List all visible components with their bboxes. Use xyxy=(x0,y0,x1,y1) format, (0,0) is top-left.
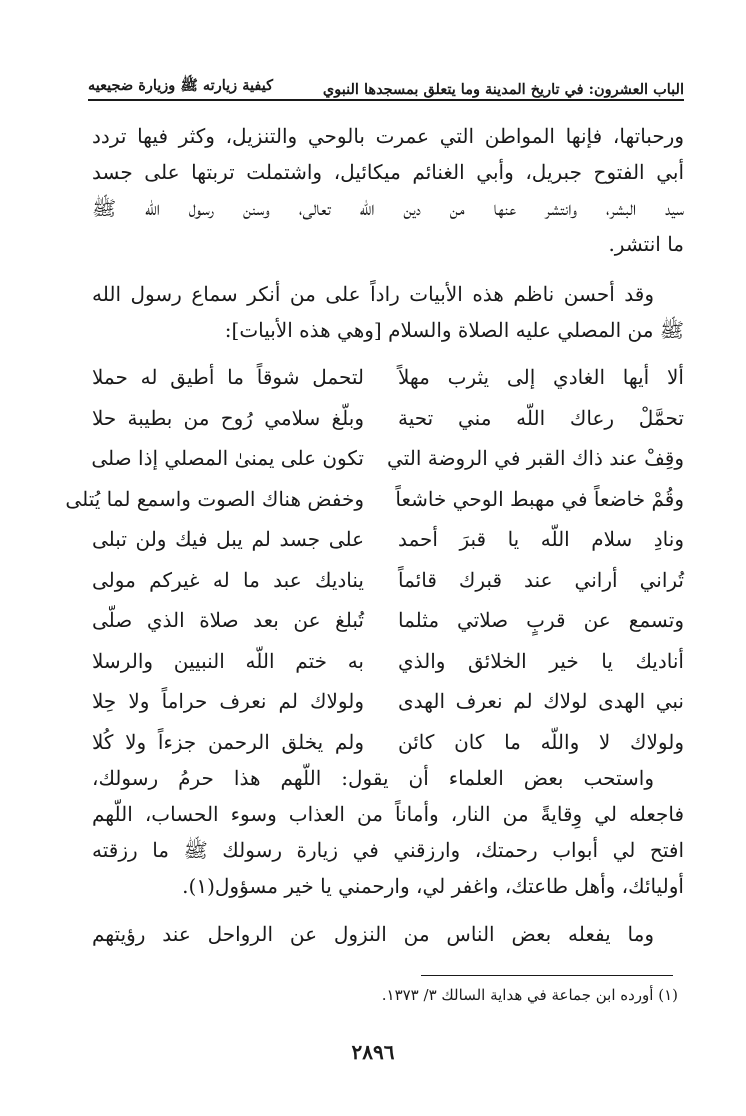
verse-first-hemistich: وتسمع عن قربٍ صلاتي مثلما xyxy=(398,608,684,633)
verse-first-hemistich: وقُمْ خاضعاً في مهبط الوحي خاشعاً xyxy=(395,486,684,511)
verse xyxy=(92,641,684,682)
header-section-title: كيفية زيارته ﷺ وزيارة ضجيعيه xyxy=(88,77,273,94)
page-number: ٢٨٩٦ xyxy=(351,1040,395,1064)
text-line: ﷺ من المصلي عليه الصلاة والسلام [وهي هذه الأبيات]: xyxy=(224,318,684,342)
text-line: ورحباتها، فإنها المواطن التي عمرت بالوحي والتنزيل، وكثر فيها تردد xyxy=(92,124,685,148)
verse xyxy=(92,438,684,479)
verse-second-hemistich: به ختم اللّه النبيين والرسلا xyxy=(92,648,364,673)
text-line: أوليائك، وأهل طاعتك، واغفر لي، وارحمني يا خير مسؤول(١). xyxy=(182,874,684,898)
verse xyxy=(65,479,684,520)
verse-second-hemistich: ولولاك لم نعرف حراماً ولا حِلا xyxy=(92,689,364,714)
text-line: واستحب بعض العلماء أن يقول: اللّهم هذا حرمُ رسولك، xyxy=(92,766,654,790)
header-chapter-title: الباب العشرون: في تاريخ المدينة وما يتعلق بمسجدها النبوي xyxy=(322,81,684,98)
verse-second-hemistich: ولم يخلق الرحمن جزءاً ولا كُلا xyxy=(92,729,364,754)
text-line: أبي الفتوح جبريل، وأبي الغنائم ميكائيل، واشتملت تربتها على جسد xyxy=(92,160,684,184)
text-line: وقد أحسن ناظم هذه الأبيات راداً على من أنكر سماع رسول الله xyxy=(92,282,654,306)
verse-first-hemistich: تحمَّلْ رعاك اللّه مني تحية xyxy=(398,405,684,430)
verse xyxy=(92,560,684,601)
verse-second-hemistich: تُبلغ عن بعد صلاة الذي صلّى xyxy=(92,608,364,633)
verse-first-hemistich: تُراني أراني عند قبرك قائماً xyxy=(398,567,684,592)
paragraph-1 xyxy=(92,118,684,262)
verse-first-hemistich: نبي الهدى لولاك لم نعرف الهدى xyxy=(398,689,684,714)
running-header xyxy=(88,58,684,98)
footnote: (١) أورده ابن جماعة في هداية السالك ٣/ ١٣٧٣. xyxy=(381,986,678,1004)
paragraph-2 xyxy=(92,276,684,348)
verse-first-hemistich: ألا أيها الغادي إلى يثرب مهلاً xyxy=(398,365,684,390)
verse-first-hemistich: وقِفْ عند ذاك القبر في الروضة التي xyxy=(387,446,684,471)
verse xyxy=(92,398,684,439)
verse xyxy=(92,681,684,722)
verse-first-hemistich: ونادِ سلام اللّه يا قبرَ أحمد xyxy=(398,527,684,552)
verse-first-hemistich: ولولاك لا واللّه ما كان كائن xyxy=(398,729,684,754)
text-line: ما انتشر. xyxy=(608,232,684,256)
verse xyxy=(92,722,684,763)
text-line: وما يفعله بعض الناس من النزول عن الرواحل عند رؤيتهم xyxy=(92,922,654,946)
verse xyxy=(92,600,684,641)
text-line: افتح لي أبواب رحمتك، وارزقني في زيارة رسولك ﷺ ما رزقته xyxy=(92,838,684,862)
header-rule xyxy=(88,99,684,101)
verse xyxy=(92,357,684,398)
verse xyxy=(92,519,684,560)
text-line: فاجعله لي وِقايةً من النار، وأماناً من العذاب وسوء الحساب، اللّهم xyxy=(92,802,685,826)
verse-second-hemistich: تكون على يمنىٰ المصلي إذا صلى xyxy=(91,446,364,471)
footnote-rule xyxy=(421,975,673,976)
text-line: سيد البشر، وانتشر عنها من دين الله تعالى، وسنن رسول الله ﷺ xyxy=(92,196,684,220)
poem xyxy=(65,357,684,762)
verse-second-hemistich: وخفض هناك الصوت واسمع لما يُتلى xyxy=(65,486,364,511)
verse-second-hemistich: يناديك عبد ما له غيركم مولى xyxy=(92,567,364,592)
verse-second-hemistich: لتحمل شوقاً ما أطيق له حملا xyxy=(92,365,364,390)
verse-first-hemistich: أناديك يا خير الخلائق والذي xyxy=(398,648,684,673)
paragraph-3 xyxy=(92,760,684,904)
paragraph-4 xyxy=(92,916,684,952)
verse-second-hemistich: وبلّغ سلامي رُوح من بطيبة حلا xyxy=(92,405,364,430)
verse-second-hemistich: على جسد لم يبل فيك ولن تبلى xyxy=(92,527,364,552)
